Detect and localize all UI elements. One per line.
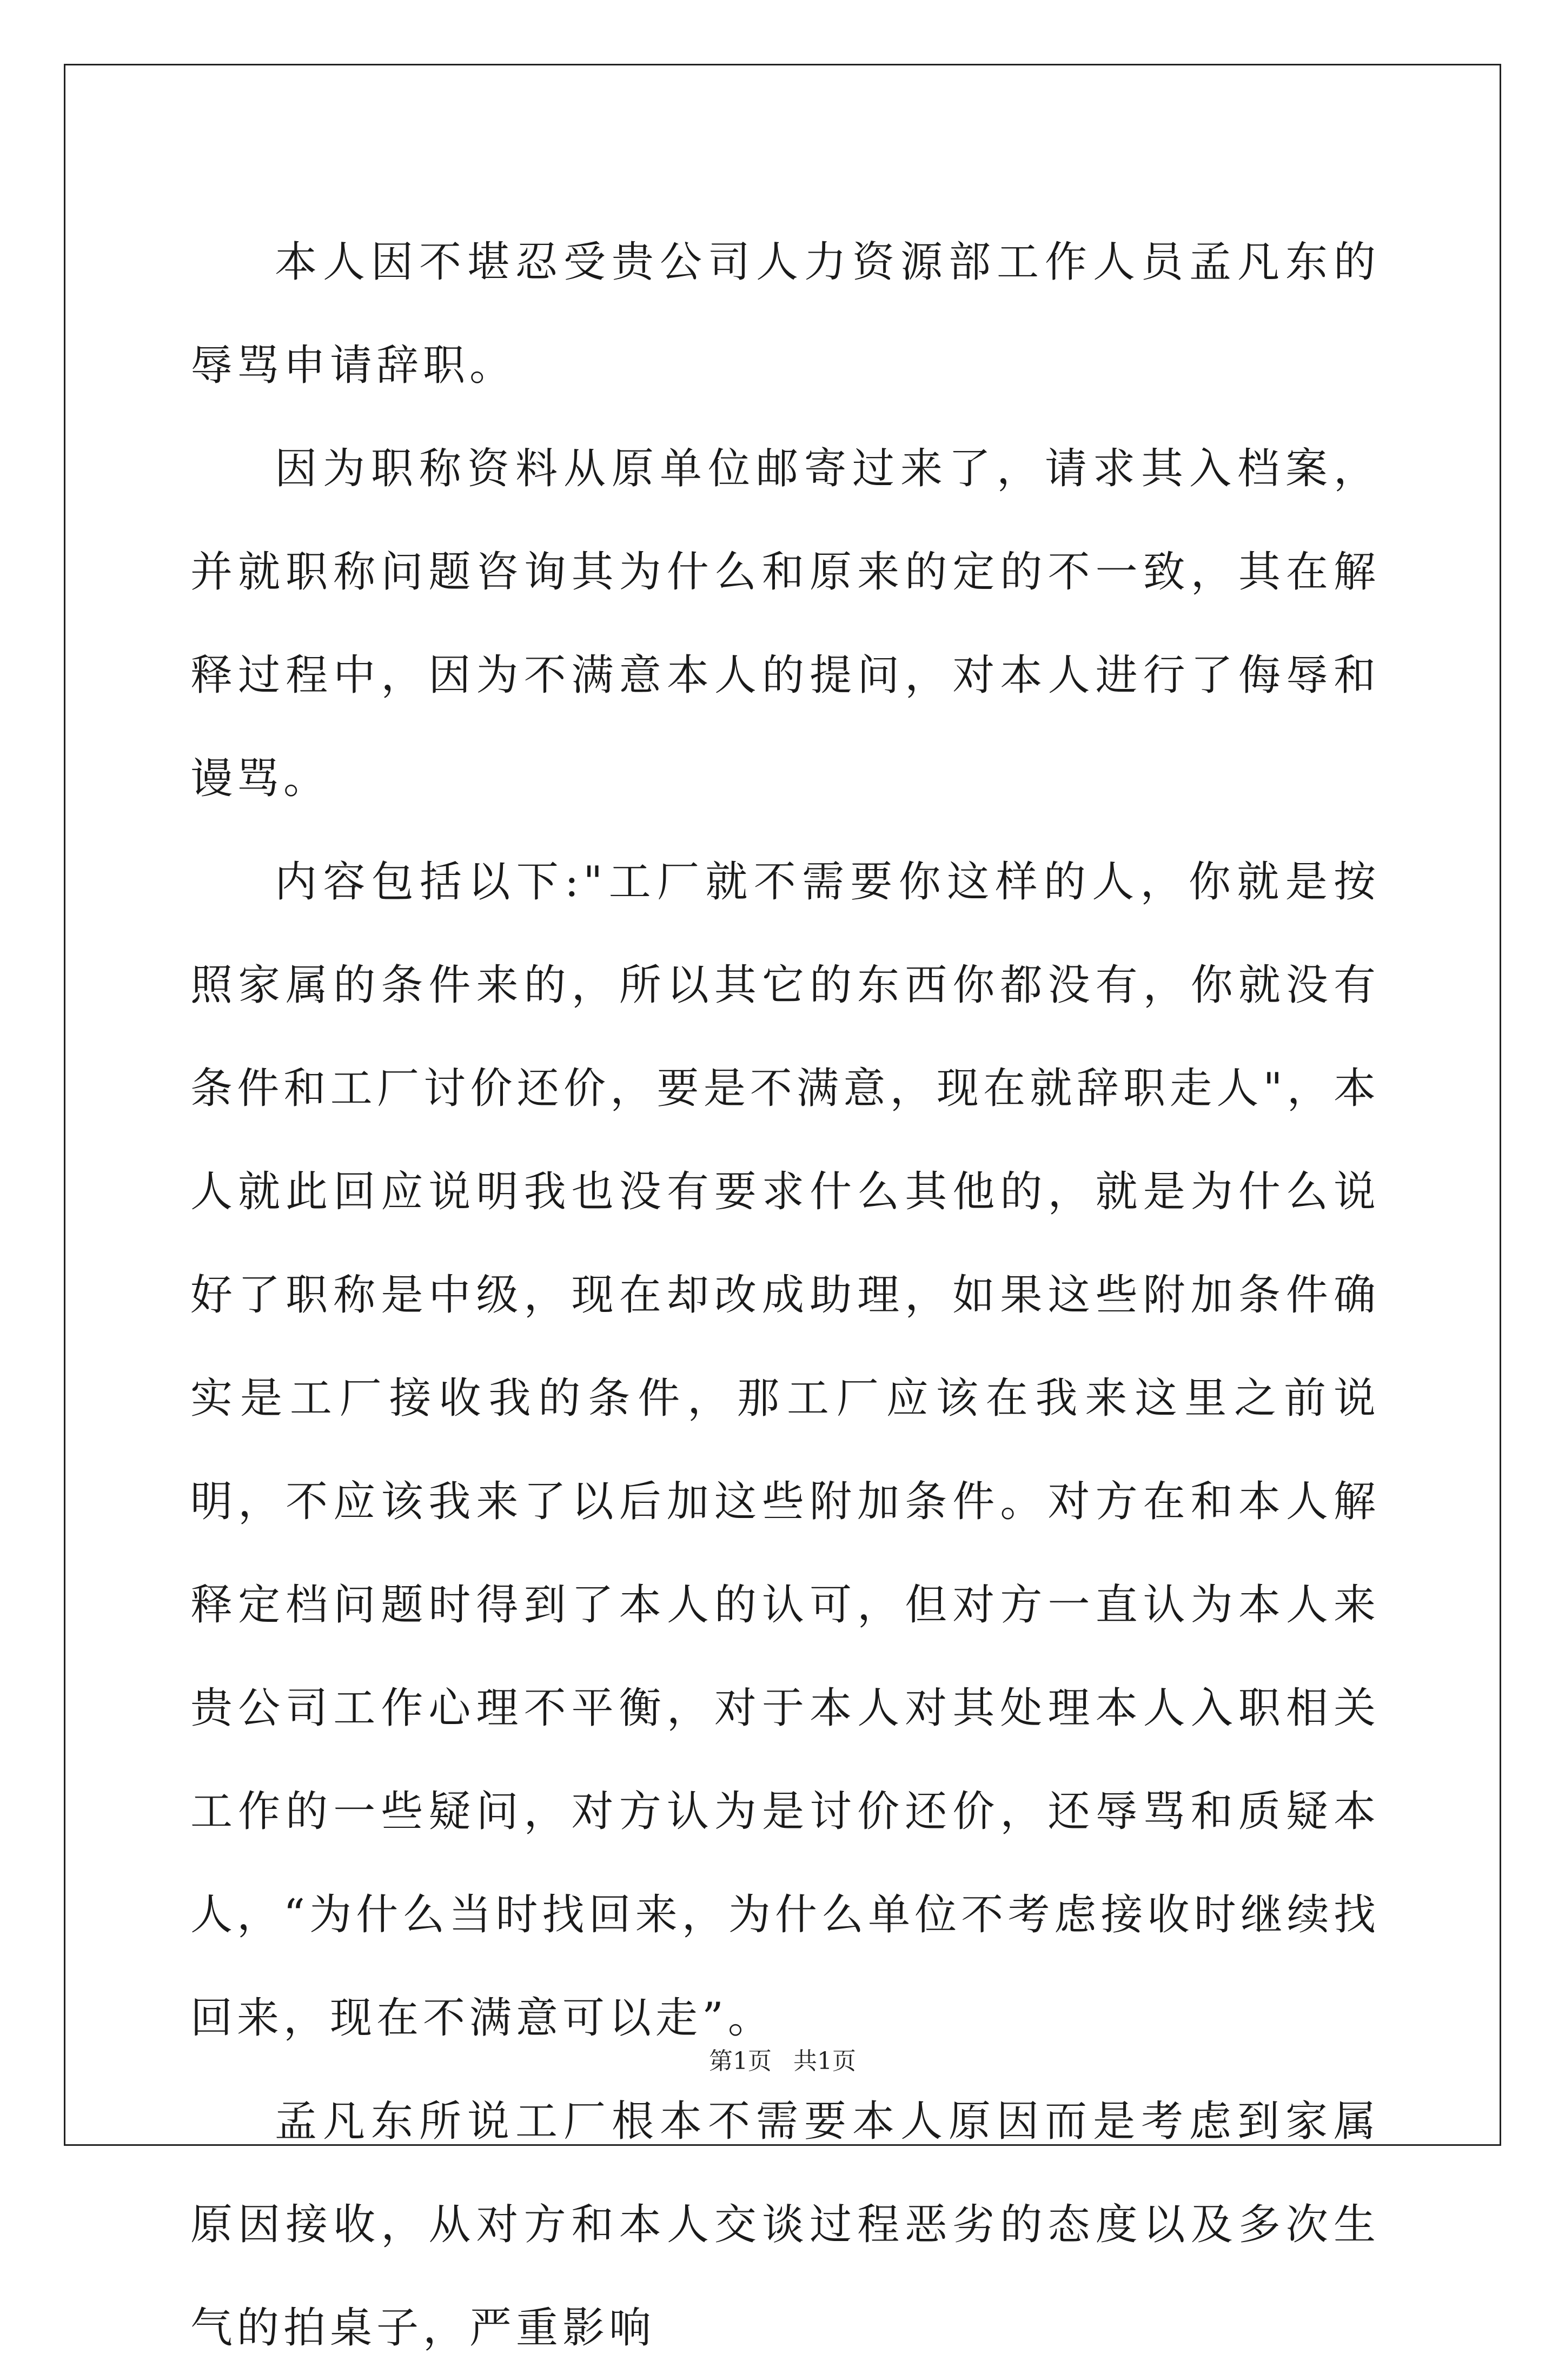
page-total: 共1页: [793, 2047, 856, 2075]
paragraph: 因为职称资料从原单位邮寄过来了，请求其入档案，并就职称问题咨询其为什么和原来的定的不一致，其在解释过程中，因为不满意本人的提问，对本人进行了侮辱和谩骂。: [190, 445, 1380, 803]
paragraph: 孟凡东所说工厂根本不需要本人原因而是考虑到家属原因接收，从对方和本人交谈过程恶劣的态度以及多次生气的拍桌子，严重影响: [190, 2097, 1380, 2352]
page-footer: [0, 2041, 1565, 2076]
paragraph: 内容包括以下:"工厂就不需要你这样的人，你就是按照家属的条件来的，所以其它的东西你都没有，你就没有条件和工厂讨价还价，要是不满意，现在就辞职走人"，本人就此回应说明我也没有要求什么其他的，就是为什么说好了职称是中级，现在却改成助理，如果这些附加条件确实是工厂接收我的条件，那工厂应该在我来这里之前说明，不应该我来了以后加这些附加条件。对方在和本人解释定档问题时得到了本人的认可，但对方一直认为本人来贵公司工作心理不平衡，对于本人对其处理本人入职相关工作的一些疑问，对方认为是讨价还价，还辱骂和质疑本人，“为什么当时找回来，为什么单位不考虑接收时继续找回来，现在不满意可以走”。: [190, 858, 1380, 2043]
page-number: 第1页: [709, 2047, 772, 2075]
paragraph: 本人因不堪忍受贵公司人力资源部工作人员孟凡东的辱骂申请辞职。: [190, 238, 1380, 390]
